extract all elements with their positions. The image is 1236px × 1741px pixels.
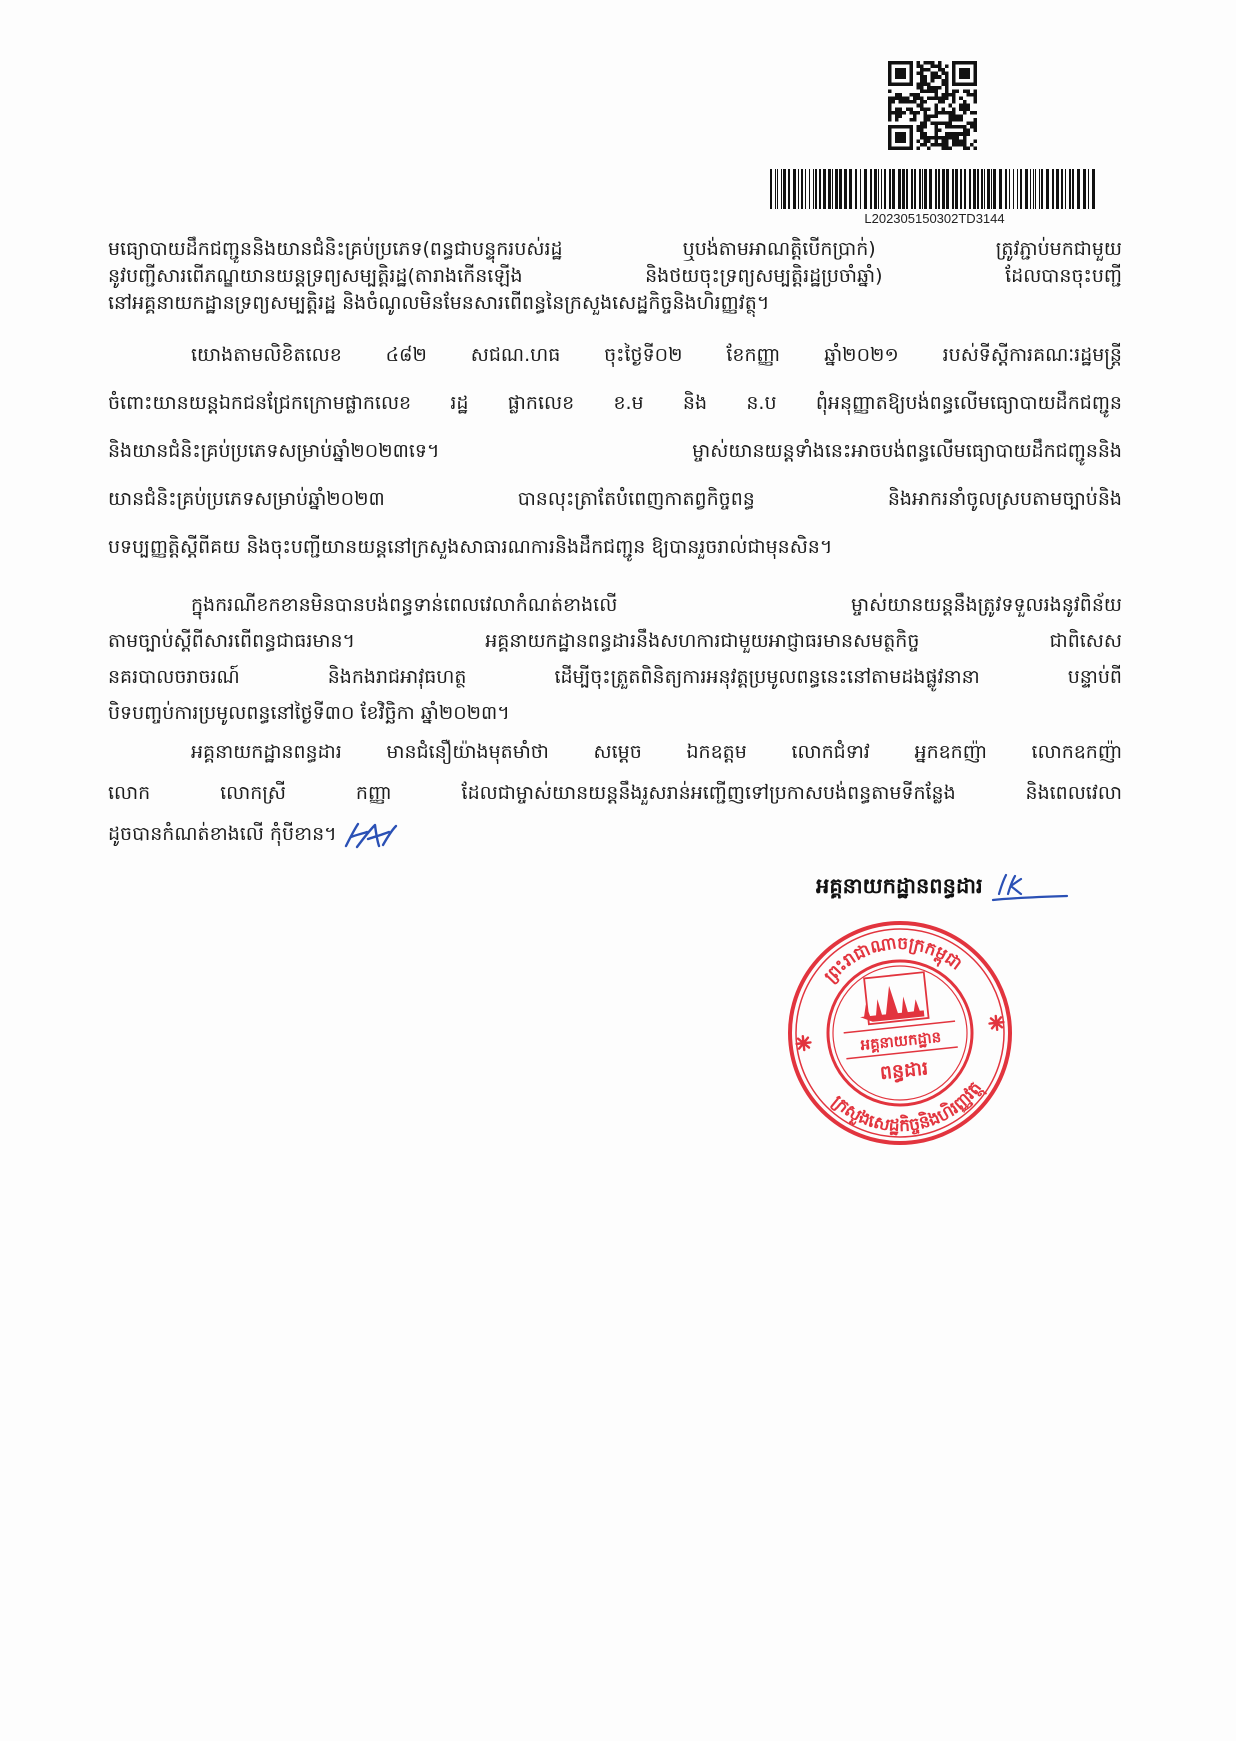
paragraph-line: លោក លោកស្រី កញ្ញា ដែលជាម្ចាស់យានយន្តនឹងរួសរាន់អញ្ជើញទៅប្រកាសបង់ពន្ធតាមទីកន្លែង និងពេលវេលា	[108, 782, 1122, 804]
handwritten-initials-icon	[991, 872, 1069, 904]
barcode-number: L202305150302TD3144	[864, 211, 1005, 226]
paragraph-line: បទប្បញ្ញត្តិស្តីពីគយ និងចុះបញ្ជីយានយន្តនៅក្រសួងសាធារណការនិងដឹកជញ្ជូន ឱ្យបានរួចរាល់ជាមុនសិន។	[108, 536, 833, 558]
paragraph-1	[108, 236, 1122, 317]
signature-title: អគ្គនាយកដ្ឋានពន្ធដារ	[816, 873, 983, 898]
paragraph-line: មធ្យោបាយដឹកជញ្ជូននិងយានជំនិះគ្រប់ប្រភេទ(ពន្ធជាបន្ទុករបស់រដ្ឋ ឬបង់តាមអាណត្តិបើកប្រាក់) ត្រូវភ្ជាប់មកជាមួយ	[108, 238, 1122, 260]
official-seal	[784, 917, 1016, 1149]
seal-star-icon	[989, 1015, 1004, 1030]
barcode-icon	[770, 169, 1099, 209]
paragraph-line: នូវបញ្ជីសារពើភណ្ឌយានយន្តទ្រព្យសម្បត្តិរដ្ឋ(តារាងកើនឡើង និងថយចុះទ្រព្យសម្បត្តិរដ្ឋប្រចាំឆ្នាំ) ដែលបានចុះបញ្ជី	[108, 265, 1122, 287]
seal-top-text: ព្រះរាជាណាចក្រកម្ពុជា	[820, 933, 966, 987]
paragraph-line: នៅអគ្គនាយកដ្ឋានទ្រព្យសម្បត្តិរដ្ឋ និងចំណូលមិនមែនសារពើពន្ធនៃក្រសួងសេដ្ឋកិច្ចនិងហិរញ្ញវត្ថុ។	[108, 292, 770, 314]
paragraph-line-text: ដូចបានកំណត់ខាងលើ កុំបីខាន។	[108, 823, 337, 845]
seal-center-line-1: អគ្គនាយកដ្ឋាន	[859, 1027, 943, 1055]
seal-star-icon	[796, 1035, 811, 1050]
paragraph-last-line	[108, 814, 1122, 855]
paragraph-line: អគ្គនាយកដ្ឋានពន្ធដារ មានជំនឿយ៉ាងមុតមាំថា សម្តេច ឯកឧត្តម លោកជំទាវ អ្នកឧកញ៉ា លោកឧកញ៉ា	[191, 741, 1122, 763]
seal-center-line-2: ពន្ធដារ	[878, 1057, 930, 1085]
paragraph-3	[108, 587, 1122, 731]
paragraph-line: យានជំនិះគ្រប់ប្រភេទសម្រាប់ឆ្នាំ២០២៣ បានលុះត្រាតែបំពេញកាតព្វកិច្ចពន្ធ និងអាករនាំចូលស្របតាមច្បាប់និង	[108, 488, 1122, 510]
barcode-bars	[770, 169, 1095, 209]
paragraph-line: យោងតាមលិខិតលេខ ៤៨២ សជណ.ហធ ចុះថ្ងៃទី០២ ខែកញ្ញា ឆ្នាំ២០២១ របស់ទីស្តីការគណៈរដ្ឋមន្ត្រី	[191, 344, 1122, 366]
paragraph-2	[108, 331, 1122, 571]
seal-bottom-text: ក្រសួងសេដ្ឋកិច្ចនិងហិរញ្ញវត្ថុ	[827, 1078, 986, 1137]
paragraph-4	[108, 732, 1122, 855]
paragraph-line: ក្នុងករណីខកខានមិនបានបង់ពន្ធទាន់ពេលវេលាកំណត់ខាងលើ ម្ចាស់យានយន្តនឹងត្រូវទទួលរងនូវពិន័យ	[191, 594, 1122, 616]
paragraph-line: តាមច្បាប់ស្តីពីសារពើពន្ធជាធរមាន។ អគ្គនាយកដ្ឋានពន្ធដារនឹងសហការជាមួយអាជ្ញាធរមានសមត្ថកិច្ច ជាពិសេស	[108, 630, 1122, 652]
signature-block	[816, 868, 1216, 908]
handwritten-initials-icon	[343, 821, 399, 849]
paragraph-line: និងយានជំនិះគ្រប់ប្រភេទសម្រាប់ឆ្នាំ២០២៣ទេ។ ម្ចាស់យានយន្តទាំងនេះអាចបង់ពន្ធលើមធ្យោបាយដឹកជញ្ជូននិង	[108, 440, 1122, 462]
paragraph-line: បិទបញ្ចប់ការប្រមូលពន្ធនៅថ្ងៃទី៣០ ខែវិច្ឆិកា ឆ្នាំ២០២៣។	[108, 702, 510, 724]
qr-code-icon	[888, 61, 977, 150]
angkor-wat-icon	[856, 972, 928, 1025]
paragraph-line: នគរបាលចរាចរណ៍ និងកងរាជអាវុធហត្ថ ដើម្បីចុះត្រួតពិនិត្យការអនុវត្តប្រមូលពន្ធនេះនៅតាមដងផ្លូវនានា បន្ទាប់ពី	[108, 666, 1122, 688]
paragraph-line: ចំពោះយានយន្តឯកជនជ្រែកក្រោមផ្លាកលេខ រដ្ឋ ផ្លាកលេខ ខ.ម និង ន.ប ពុំអនុញ្ញាតឱ្យបង់ពន្ធលើមធ្យោបាយដឹកជញ្ជូន	[108, 392, 1122, 414]
